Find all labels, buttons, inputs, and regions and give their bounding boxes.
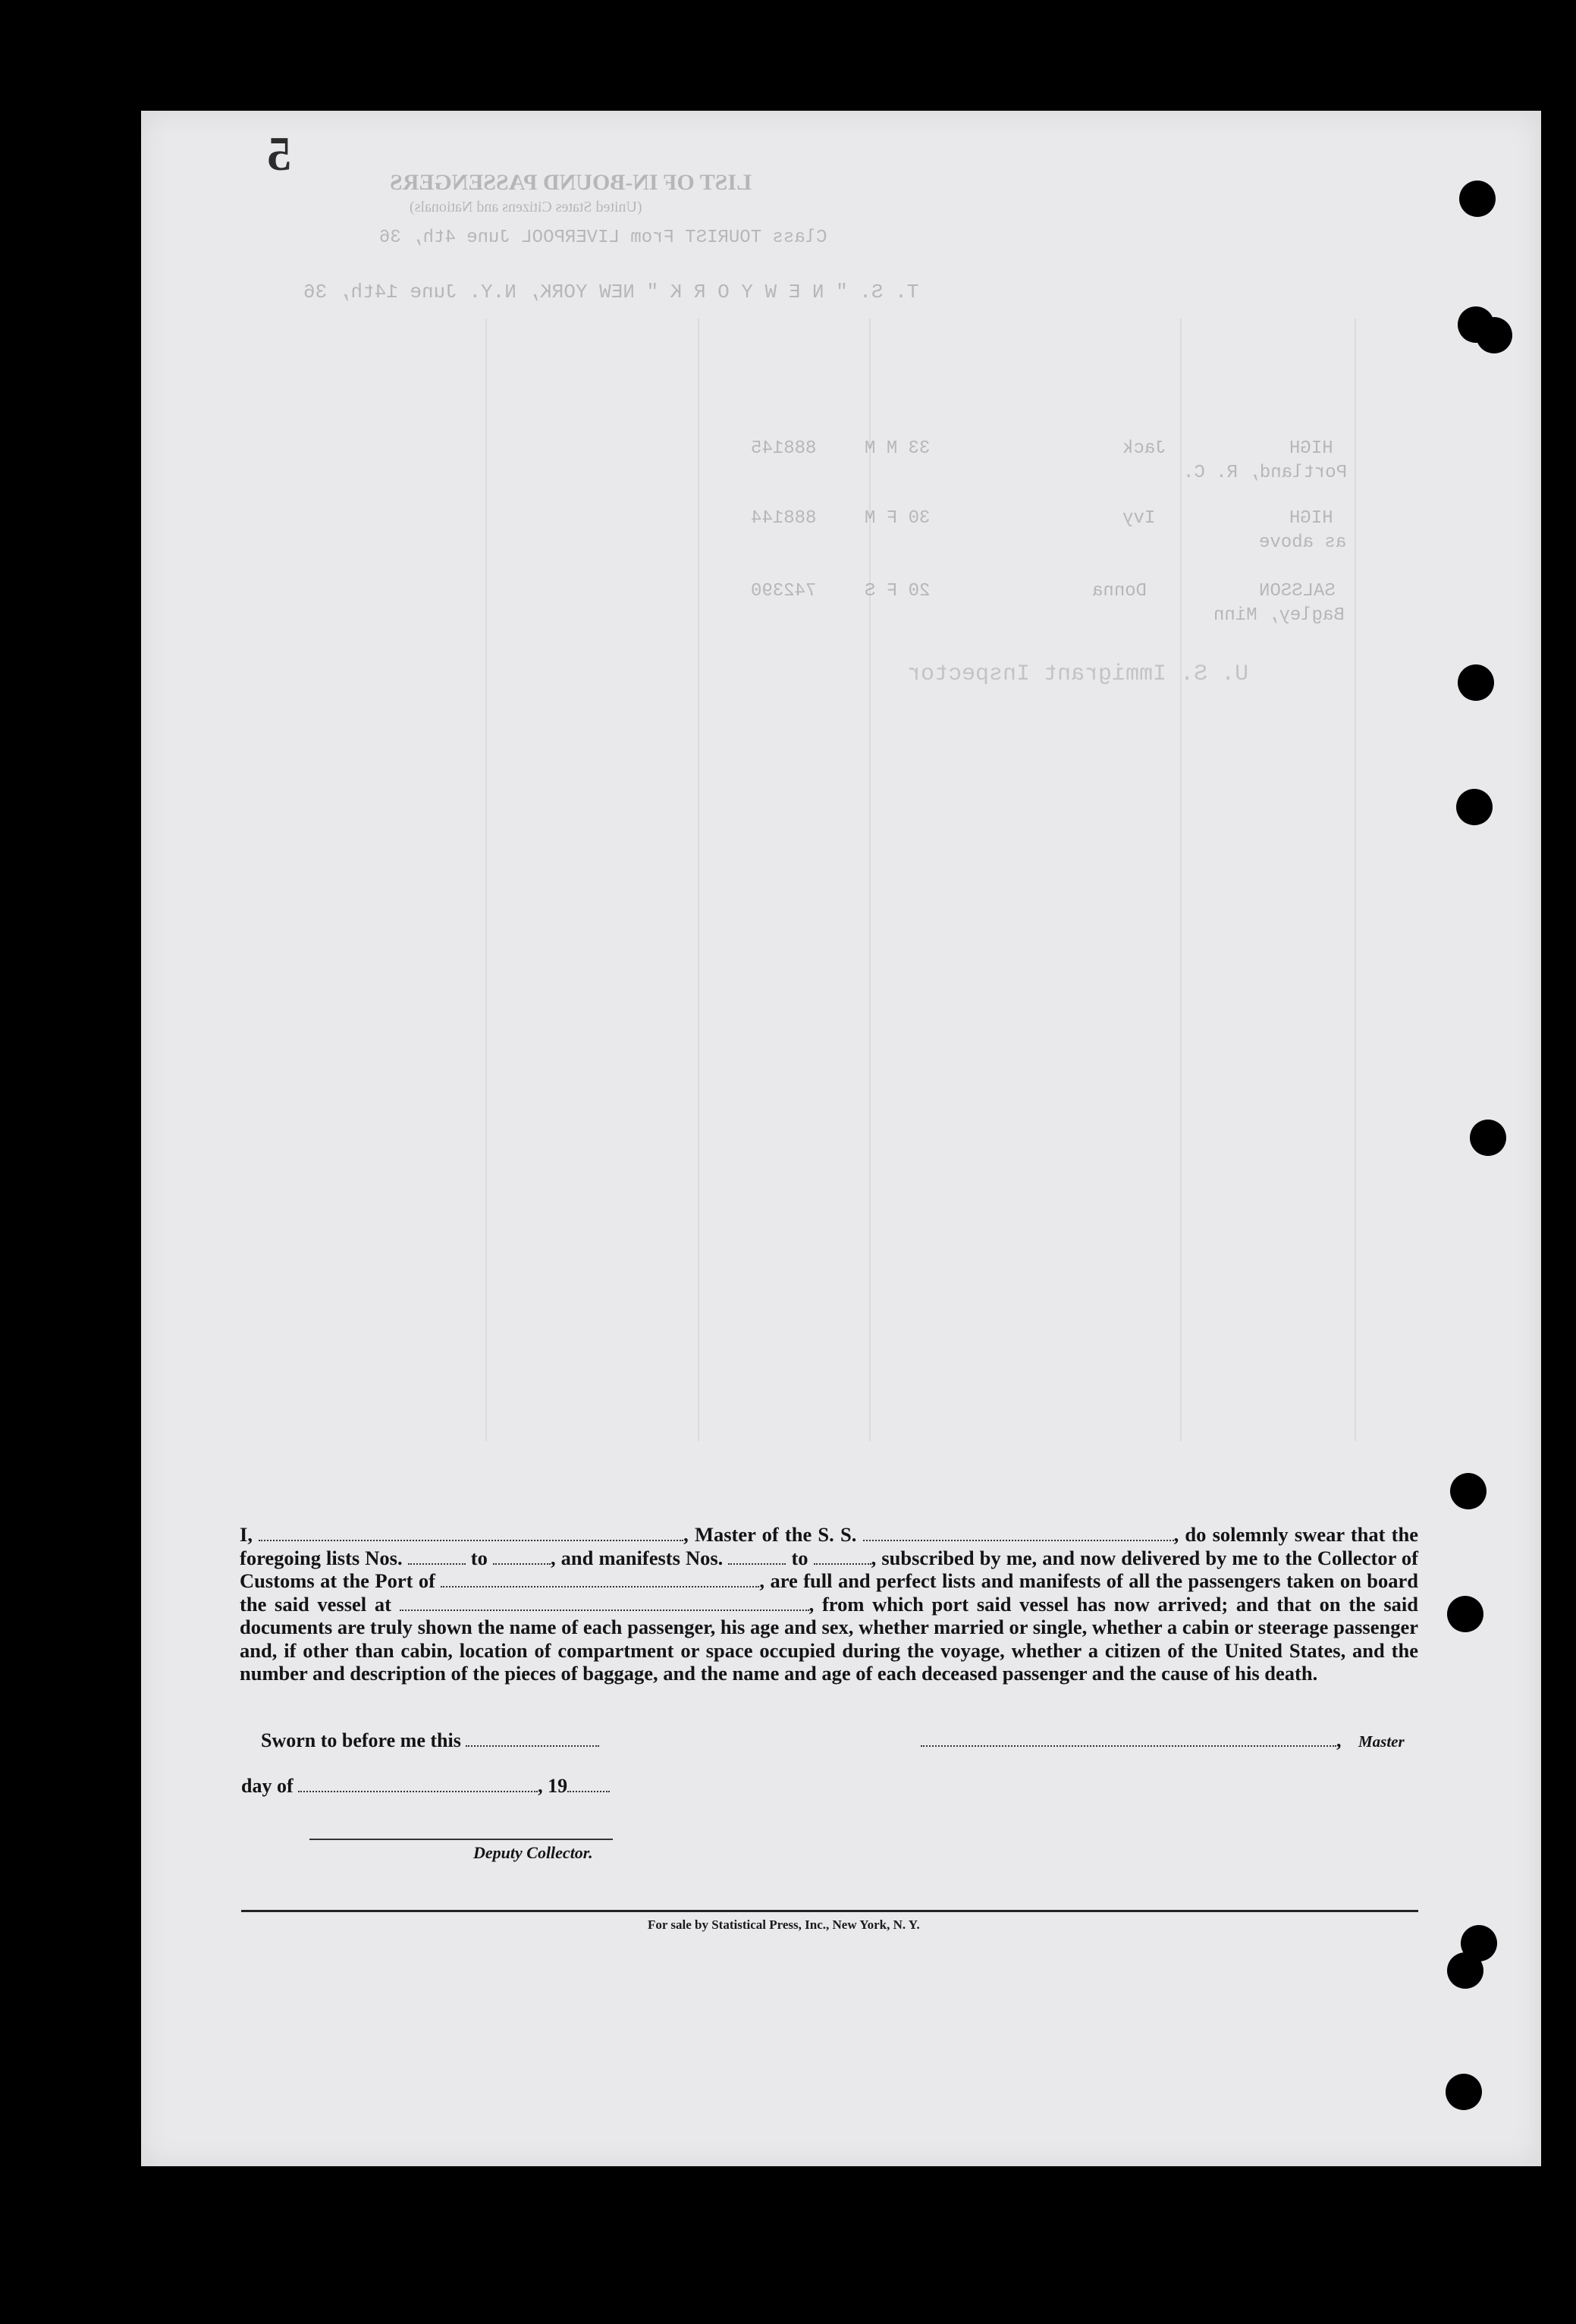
oath-text: , subscribed by me, and now bbox=[871, 1546, 1116, 1569]
ghost-list-subtitle: (United States Citizens and Nationals) bbox=[410, 199, 642, 215]
master-signature-line bbox=[921, 1729, 1405, 1752]
oath-text: to bbox=[470, 1546, 488, 1569]
column-divider bbox=[869, 319, 871, 1441]
punch-hole bbox=[1447, 1596, 1483, 1632]
punch-hole bbox=[1450, 1473, 1487, 1509]
day-of-line bbox=[241, 1775, 610, 1798]
oath-text: swear that the foregoing lists Nos. bbox=[240, 1523, 1418, 1569]
ghost-inspector-stamp: U. S. Immigrant Inspector bbox=[907, 661, 1249, 687]
ghost-given-name: Jack bbox=[1122, 438, 1166, 459]
oath-text: to bbox=[791, 1546, 808, 1569]
punch-hole bbox=[1456, 789, 1493, 825]
ghost-address: Portland, R. C. bbox=[1183, 463, 1348, 483]
master-oath bbox=[240, 1523, 1418, 1685]
footer-rule bbox=[241, 1910, 1418, 1912]
punch-hole bbox=[1470, 1120, 1506, 1156]
ghost-given-name: Ivy bbox=[1122, 508, 1156, 529]
port-blank bbox=[441, 1572, 759, 1588]
ghost-list-title: LIST OF IN-BOUND PASSENGERS bbox=[390, 170, 752, 195]
ghost-class-line: Class TOURIST From LIVERPOOL June 4th, 36 bbox=[379, 228, 827, 248]
ghost-vessel-line: T. S. " N E W Y O R K " NEW YORK, N.Y. June 14th, 36 bbox=[303, 281, 919, 303]
month-blank bbox=[298, 1777, 538, 1792]
year-label: , 19 bbox=[538, 1775, 568, 1797]
punch-hole bbox=[1446, 2074, 1482, 2110]
master-label: Master bbox=[1358, 1732, 1405, 1751]
column-divider bbox=[485, 319, 487, 1441]
ghost-number: 888145 bbox=[751, 438, 817, 459]
sworn-line bbox=[261, 1729, 599, 1752]
sworn-label: Sworn to before me this bbox=[261, 1729, 461, 1751]
master-name-blank bbox=[259, 1526, 683, 1541]
manifest-from-blank bbox=[728, 1550, 786, 1565]
ghost-surname: HIGH bbox=[1289, 438, 1333, 459]
manifest-sheet bbox=[141, 111, 1541, 2166]
list-to-blank bbox=[493, 1550, 551, 1565]
punch-hole bbox=[1458, 664, 1494, 701]
punch-hole bbox=[1447, 1952, 1483, 1989]
ghost-surname: HIGH bbox=[1289, 508, 1333, 529]
oath-text: port said vessel has now arrived; and that on the said documents are truly shown the name of each passenger, his age and sex, whether married or single, whether a cabin or steerage passenger and, if other than cabin, location of compartment or space occupied during the voyage, whether a citizen of the United States, and the number and description of the pieces of baggage, and the name and age of each deceased passenger and the cause of his death. bbox=[240, 1592, 1419, 1685]
oath-text: , and manifests Nos. bbox=[550, 1546, 724, 1569]
ghost-surname: SALSSON bbox=[1259, 581, 1336, 601]
oath-text: , Master of the S. S. bbox=[683, 1523, 857, 1546]
list-from-blank bbox=[408, 1550, 466, 1565]
day-of-label: day of bbox=[241, 1775, 294, 1797]
oath-text: , are full and perfect lists and bbox=[759, 1569, 1014, 1592]
deputy-collector-label: Deputy Collector. bbox=[473, 1843, 593, 1862]
oath-text: delivered by me to the Collector of Customs at the Port of bbox=[240, 1546, 1419, 1592]
deputy-signature-line bbox=[309, 1839, 613, 1840]
master-comma: , bbox=[1336, 1729, 1342, 1751]
column-divider bbox=[698, 319, 699, 1441]
ghost-address: Bagley, Minn bbox=[1213, 605, 1345, 626]
column-divider bbox=[1355, 319, 1356, 1441]
printer-imprint: For sale by Statistical Press, Inc., New York, N. Y. bbox=[648, 1917, 920, 1932]
ghost-number: 742390 bbox=[751, 581, 817, 601]
punch-hole bbox=[1459, 181, 1496, 217]
manifest-to-blank bbox=[814, 1550, 871, 1565]
master-signature-blank bbox=[921, 1732, 1336, 1747]
page-number: 5 bbox=[267, 127, 291, 181]
punch-hole bbox=[1476, 317, 1512, 353]
ghost-age-sex: 33 M M bbox=[865, 438, 931, 459]
ghost-address: as above bbox=[1259, 532, 1347, 553]
embarkation-port-blank bbox=[400, 1596, 809, 1611]
ghost-given-name: Donna bbox=[1092, 581, 1147, 601]
ghost-age-sex: 20 F S bbox=[865, 581, 931, 601]
ghost-age-sex: 30 F M bbox=[865, 508, 931, 529]
ghost-number: 888144 bbox=[751, 508, 817, 529]
oath-text: , do solemnly bbox=[1173, 1523, 1289, 1546]
oath-text: , from which bbox=[808, 1592, 924, 1616]
year-blank bbox=[567, 1777, 610, 1792]
oath-text: manifests of all the passengers taken on board the said vessel at bbox=[240, 1569, 1418, 1616]
column-divider bbox=[1180, 319, 1182, 1441]
sworn-day-blank bbox=[466, 1732, 599, 1747]
oath-text: I, bbox=[240, 1523, 253, 1546]
ship-name-blank bbox=[863, 1526, 1174, 1541]
